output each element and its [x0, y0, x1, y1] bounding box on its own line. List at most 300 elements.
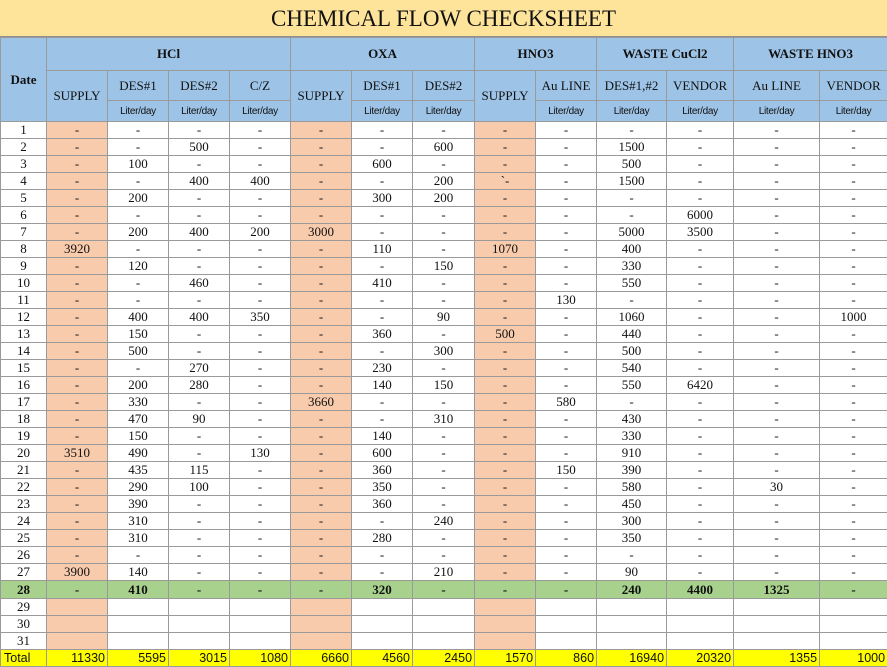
table-cell: - — [820, 496, 887, 513]
table-cell: - — [820, 207, 887, 224]
table-cell: - — [169, 122, 230, 139]
table-cell: - — [475, 122, 536, 139]
table-cell: - — [820, 564, 887, 581]
table-cell: - — [820, 190, 887, 207]
table-cell: - — [536, 190, 597, 207]
table-row — [1, 258, 887, 275]
table-cell: - — [820, 275, 887, 292]
table-cell: - — [820, 377, 887, 394]
table-cell: - — [475, 462, 536, 479]
table-cell: 30 — [734, 479, 820, 496]
table-cell: 600 — [352, 156, 413, 173]
table-cell — [820, 616, 887, 633]
table-cell: 90 — [169, 411, 230, 428]
table-cell: 350 — [352, 479, 413, 496]
table-cell: - — [413, 428, 475, 445]
date-cell: 8 — [1, 241, 47, 258]
group-header-oxa: OXA — [291, 38, 475, 71]
table-cell — [734, 616, 820, 633]
table-cell: 450 — [597, 496, 667, 513]
table-cell: - — [734, 258, 820, 275]
col-header-hcl-cz: C/Z — [230, 71, 291, 101]
table-cell: - — [230, 428, 291, 445]
table-cell: - — [667, 462, 734, 479]
table-row — [1, 428, 887, 445]
table-cell: - — [667, 547, 734, 564]
table-cell: - — [820, 479, 887, 496]
date-cell: 5 — [1, 190, 47, 207]
table-cell: 140 — [108, 564, 169, 581]
table-cell: - — [47, 224, 108, 241]
col-header-oxa-des2: DES#2 — [413, 71, 475, 101]
table-cell: - — [352, 564, 413, 581]
table-cell: - — [169, 564, 230, 581]
table-cell: - — [230, 360, 291, 377]
table-cell: 600 — [413, 139, 475, 156]
table-cell: 4400 — [667, 581, 734, 599]
table-cell: - — [108, 360, 169, 377]
table-cell: - — [230, 207, 291, 224]
table-cell: 1500 — [597, 173, 667, 190]
table-cell: - — [291, 513, 352, 530]
date-cell: 21 — [1, 462, 47, 479]
table-row — [1, 496, 887, 513]
table-cell: 330 — [597, 258, 667, 275]
table-cell: 6000 — [667, 207, 734, 224]
table-cell: - — [536, 445, 597, 462]
table-cell: 100 — [108, 156, 169, 173]
table-cell: - — [820, 530, 887, 547]
table-cell: 390 — [108, 496, 169, 513]
date-cell: 28 — [1, 581, 47, 599]
table-cell: 410 — [108, 581, 169, 599]
table-row — [1, 241, 887, 258]
table-cell: - — [475, 581, 536, 599]
table-row — [1, 547, 887, 564]
table-cell: - — [230, 275, 291, 292]
total-cell: 1570 — [475, 650, 536, 667]
table-cell: - — [820, 224, 887, 241]
total-cell: 1080 — [230, 650, 291, 667]
table-cell: - — [536, 207, 597, 224]
table-cell: - — [291, 258, 352, 275]
table-cell — [169, 599, 230, 616]
table-cell: 240 — [413, 513, 475, 530]
table-cell — [291, 599, 352, 616]
table-cell: 3510 — [47, 445, 108, 462]
table-cell: - — [475, 292, 536, 309]
table-cell: 400 — [169, 309, 230, 326]
table-cell: - — [536, 547, 597, 564]
unit-label: Liter/day — [108, 101, 169, 122]
table-row — [1, 513, 887, 530]
table-cell: - — [413, 462, 475, 479]
table-cell: 500 — [108, 343, 169, 360]
table-cell: - — [47, 207, 108, 224]
table-cell: - — [352, 258, 413, 275]
table-cell: - — [352, 122, 413, 139]
table-cell: - — [352, 513, 413, 530]
table-cell: - — [820, 428, 887, 445]
table-cell: - — [47, 139, 108, 156]
table-cell: - — [734, 309, 820, 326]
table-cell: - — [667, 139, 734, 156]
col-header-whno3-au-line: Au LINE — [734, 71, 820, 101]
table-row — [1, 564, 887, 581]
table-cell — [230, 616, 291, 633]
table-cell: - — [230, 139, 291, 156]
table-cell: - — [47, 581, 108, 599]
table-row — [1, 292, 887, 309]
table-cell: - — [667, 428, 734, 445]
table-cell: - — [667, 156, 734, 173]
table-cell: - — [536, 360, 597, 377]
table-cell: 210 — [413, 564, 475, 581]
table-cell: 150 — [413, 377, 475, 394]
total-cell: 16940 — [597, 650, 667, 667]
table-cell: 270 — [169, 360, 230, 377]
table-cell: 435 — [108, 462, 169, 479]
table-cell: - — [413, 207, 475, 224]
table-cell — [820, 633, 887, 650]
table-cell: - — [536, 156, 597, 173]
col-header-oxa-des1: DES#1 — [352, 71, 413, 101]
table-cell: - — [475, 309, 536, 326]
table-cell — [169, 633, 230, 650]
table-cell: - — [169, 207, 230, 224]
table-cell: - — [47, 343, 108, 360]
table-cell: - — [352, 292, 413, 309]
table-cell: - — [536, 122, 597, 139]
date-cell: 27 — [1, 564, 47, 581]
table-cell: - — [475, 445, 536, 462]
table-cell: - — [169, 547, 230, 564]
table-cell: - — [230, 462, 291, 479]
table-cell: - — [475, 258, 536, 275]
table-cell — [352, 599, 413, 616]
table-cell: - — [169, 326, 230, 343]
table-cell: 400 — [169, 173, 230, 190]
table-cell: - — [47, 513, 108, 530]
table-cell: - — [291, 445, 352, 462]
table-cell: - — [108, 241, 169, 258]
table-cell: - — [47, 496, 108, 513]
table-cell: 1500 — [597, 139, 667, 156]
table-cell: 150 — [108, 326, 169, 343]
date-cell: 6 — [1, 207, 47, 224]
total-cell: 1355 — [734, 650, 820, 667]
table-cell: - — [536, 530, 597, 547]
table-cell: - — [536, 564, 597, 581]
table-cell: - — [820, 122, 887, 139]
table-cell: 320 — [352, 581, 413, 599]
table-cell: 580 — [597, 479, 667, 496]
table-cell: - — [536, 479, 597, 496]
table-cell: - — [230, 547, 291, 564]
table-cell: - — [734, 394, 820, 411]
table-cell: 3920 — [47, 241, 108, 258]
table-cell: - — [734, 173, 820, 190]
table-cell: - — [667, 241, 734, 258]
unit-label: Liter/day — [169, 101, 230, 122]
table-cell — [352, 633, 413, 650]
table-cell: 470 — [108, 411, 169, 428]
table-cell: - — [536, 309, 597, 326]
table-row — [1, 173, 887, 190]
total-cell: 3015 — [169, 650, 230, 667]
table-cell: - — [667, 394, 734, 411]
date-cell: 23 — [1, 496, 47, 513]
table-cell — [536, 599, 597, 616]
date-cell: 29 — [1, 599, 47, 616]
table-cell: - — [47, 377, 108, 394]
table-cell: 280 — [352, 530, 413, 547]
table-cell: - — [352, 547, 413, 564]
date-cell: 14 — [1, 343, 47, 360]
table-cell: 600 — [352, 445, 413, 462]
table-cell: 580 — [536, 394, 597, 411]
table-cell: - — [47, 394, 108, 411]
table-cell: 300 — [352, 190, 413, 207]
table-cell: 440 — [597, 326, 667, 343]
table-cell: - — [169, 190, 230, 207]
table-cell: - — [413, 156, 475, 173]
table-cell: - — [413, 224, 475, 241]
date-cell: 17 — [1, 394, 47, 411]
group-header-waste-cucl2: WASTE CuCl2 — [597, 38, 734, 71]
flow-table — [0, 37, 887, 667]
table-cell: - — [667, 513, 734, 530]
table-cell: - — [475, 224, 536, 241]
table-row — [1, 633, 887, 650]
table-cell: - — [47, 462, 108, 479]
date-cell: 10 — [1, 275, 47, 292]
table-cell: - — [475, 207, 536, 224]
table-cell: - — [47, 122, 108, 139]
table-cell: 540 — [597, 360, 667, 377]
table-cell: - — [169, 445, 230, 462]
unit-label: Liter/day — [820, 101, 887, 122]
table-cell: 400 — [597, 241, 667, 258]
table-cell: - — [413, 241, 475, 258]
table-cell: 390 — [597, 462, 667, 479]
table-cell: - — [820, 411, 887, 428]
table-cell: - — [734, 462, 820, 479]
table-row — [1, 377, 887, 394]
table-cell: - — [352, 139, 413, 156]
table-cell: - — [536, 326, 597, 343]
table-cell: - — [667, 445, 734, 462]
table-cell: - — [475, 190, 536, 207]
table-cell — [536, 616, 597, 633]
table-cell — [475, 599, 536, 616]
table-cell — [475, 633, 536, 650]
table-cell: - — [108, 275, 169, 292]
table-cell: - — [820, 343, 887, 360]
table-cell: - — [820, 156, 887, 173]
table-cell: - — [413, 445, 475, 462]
table-cell: - — [230, 122, 291, 139]
table-cell: - — [47, 360, 108, 377]
table-cell: - — [47, 258, 108, 275]
group-header-hno3: HNO3 — [475, 38, 597, 71]
unit-label: Liter/day — [413, 101, 475, 122]
table-cell: - — [291, 292, 352, 309]
date-header: Date — [1, 38, 47, 122]
col-header-hcl-des1: DES#1 — [108, 71, 169, 101]
table-cell — [413, 616, 475, 633]
table-cell: - — [734, 139, 820, 156]
table-cell: - — [734, 513, 820, 530]
table-cell: 460 — [169, 275, 230, 292]
table-cell: - — [291, 275, 352, 292]
unit-label: Liter/day — [597, 101, 667, 122]
total-cell: 4560 — [352, 650, 413, 667]
table-cell: 310 — [108, 530, 169, 547]
table-row — [1, 190, 887, 207]
table-cell: - — [230, 496, 291, 513]
col-header-cucl2-vendor: VENDOR — [667, 71, 734, 101]
date-cell: 19 — [1, 428, 47, 445]
table-cell: - — [536, 513, 597, 530]
table-cell: - — [820, 581, 887, 599]
table-cell: - — [230, 343, 291, 360]
table-cell: - — [352, 411, 413, 428]
table-cell: 240 — [597, 581, 667, 599]
table-cell — [47, 616, 108, 633]
table-cell: 500 — [475, 326, 536, 343]
table-cell: - — [734, 564, 820, 581]
table-cell — [734, 633, 820, 650]
table-cell: - — [475, 479, 536, 496]
table-cell: - — [352, 207, 413, 224]
table-cell: - — [734, 530, 820, 547]
table-cell: 330 — [108, 394, 169, 411]
table-cell: - — [47, 547, 108, 564]
table-cell: - — [230, 190, 291, 207]
date-cell: 15 — [1, 360, 47, 377]
table-cell — [820, 599, 887, 616]
table-cell: 360 — [352, 462, 413, 479]
table-cell — [597, 616, 667, 633]
table-cell: - — [820, 513, 887, 530]
table-cell: - — [291, 547, 352, 564]
table-cell: - — [820, 173, 887, 190]
table-cell: - — [291, 207, 352, 224]
date-cell: 26 — [1, 547, 47, 564]
table-cell: 200 — [413, 173, 475, 190]
table-cell: - — [291, 309, 352, 326]
table-cell: 230 — [352, 360, 413, 377]
total-cell: 11330 — [47, 650, 108, 667]
table-cell: - — [230, 326, 291, 343]
table-cell — [667, 599, 734, 616]
table-cell: 150 — [108, 428, 169, 445]
table-cell: - — [667, 326, 734, 343]
table-cell: - — [475, 394, 536, 411]
table-cell: 310 — [413, 411, 475, 428]
table-cell: - — [667, 292, 734, 309]
table-cell: - — [734, 547, 820, 564]
table-cell: 110 — [352, 241, 413, 258]
table-row — [1, 530, 887, 547]
table-cell: - — [475, 377, 536, 394]
table-cell: - — [413, 326, 475, 343]
table-cell: 1070 — [475, 241, 536, 258]
table-cell: - — [536, 224, 597, 241]
table-cell: - — [475, 547, 536, 564]
table-cell: 330 — [597, 428, 667, 445]
table-cell: - — [230, 479, 291, 496]
table-cell: 430 — [597, 411, 667, 428]
table-row — [1, 224, 887, 241]
table-cell: - — [667, 190, 734, 207]
group-header-hcl: HCl — [47, 38, 291, 71]
table-cell: 550 — [597, 275, 667, 292]
table-cell — [108, 616, 169, 633]
col-header-oxa-supply: SUPPLY — [291, 71, 352, 122]
table-cell: 150 — [413, 258, 475, 275]
table-cell — [291, 616, 352, 633]
table-cell: - — [413, 122, 475, 139]
table-cell: - — [47, 292, 108, 309]
table-cell: - — [475, 156, 536, 173]
table-cell: - — [536, 275, 597, 292]
table-cell: - — [230, 581, 291, 599]
table-row — [1, 275, 887, 292]
table-cell: - — [475, 275, 536, 292]
date-cell: 16 — [1, 377, 47, 394]
table-cell: 360 — [352, 496, 413, 513]
date-cell: 20 — [1, 445, 47, 462]
table-cell: - — [230, 258, 291, 275]
table-cell: - — [820, 547, 887, 564]
table-cell — [230, 633, 291, 650]
table-cell: 3900 — [47, 564, 108, 581]
table-cell: 400 — [108, 309, 169, 326]
unit-label: Liter/day — [667, 101, 734, 122]
table-cell: - — [47, 326, 108, 343]
table-cell: - — [597, 292, 667, 309]
table-cell: - — [597, 394, 667, 411]
total-cell: 860 — [536, 650, 597, 667]
table-cell: - — [291, 462, 352, 479]
table-cell: - — [734, 292, 820, 309]
table-row — [1, 445, 887, 462]
table-row — [1, 139, 887, 156]
table-cell: 200 — [108, 190, 169, 207]
table-cell: - — [169, 343, 230, 360]
table-cell: - — [47, 275, 108, 292]
table-cell: 1325 — [734, 581, 820, 599]
table-cell — [47, 633, 108, 650]
table-cell: - — [413, 496, 475, 513]
total-cell: 20320 — [667, 650, 734, 667]
table-cell: 300 — [413, 343, 475, 360]
date-cell: 9 — [1, 258, 47, 275]
date-cell: 7 — [1, 224, 47, 241]
unit-label: Liter/day — [734, 101, 820, 122]
table-cell: - — [734, 122, 820, 139]
table-cell: - — [230, 241, 291, 258]
table-cell: - — [291, 496, 352, 513]
table-cell: 130 — [230, 445, 291, 462]
table-cell: - — [352, 173, 413, 190]
table-cell — [597, 633, 667, 650]
table-row — [1, 360, 887, 377]
col-header-hno3-supply: SUPPLY — [475, 71, 536, 122]
date-cell: 1 — [1, 122, 47, 139]
